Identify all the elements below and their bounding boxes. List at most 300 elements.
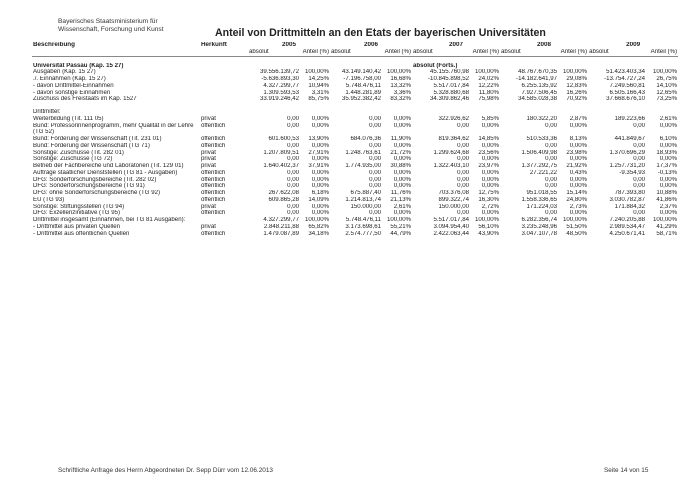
row-herkunft: privat xyxy=(201,149,216,156)
value-absolut: 0,00 xyxy=(545,210,558,217)
value-absolut: 3.094.954,40 xyxy=(433,223,470,230)
row-label: DFG: ohne Sonderforschungsbereiche (TG 92) xyxy=(33,190,161,196)
value-anteil: 0,00% xyxy=(393,183,412,190)
value-anteil: 23,97% xyxy=(478,163,500,169)
value-absolut: -7.196.758,00 xyxy=(343,76,382,82)
value-anteil: 3,36% xyxy=(393,89,412,96)
value-anteil: 15,14% xyxy=(566,190,588,196)
value-absolut: 33.919.246,42 xyxy=(260,96,299,103)
value-anteil: 0,00% xyxy=(659,176,678,183)
ministry-line-2: Wissenschaft, Forschung und Kunst xyxy=(58,25,164,33)
value-absolut: 0,00 xyxy=(369,169,382,176)
value-anteil: 0,00% xyxy=(393,122,412,129)
table-row xyxy=(32,217,678,224)
row-herkunft xyxy=(200,76,248,83)
value-absolut: 5.517.017,84 xyxy=(433,82,470,89)
value-absolut: 171.224,03 xyxy=(526,203,558,210)
value-anteil: 0,00% xyxy=(311,169,330,176)
value-anteil: 56,10% xyxy=(478,223,500,230)
row-herkunft: öffentlich xyxy=(201,210,226,217)
value-anteil: 0,00% xyxy=(481,176,500,183)
value-absolut: 1.558.336,65 xyxy=(521,196,558,203)
value-absolut: 0,00 xyxy=(369,156,382,163)
value-absolut xyxy=(500,129,558,136)
value-anteil: 0,00% xyxy=(659,156,678,163)
col-herkunft-header: Herkunft xyxy=(201,42,227,48)
value-anteil: 12,65% xyxy=(656,89,678,96)
value-absolut: 35.952.382,42 xyxy=(342,96,382,103)
row-label: Zuschuss des Freistaats im Kap. 1527 xyxy=(33,96,137,103)
table-row xyxy=(32,76,678,83)
value-absolut: 0,00 xyxy=(457,169,470,176)
value-anteil: 75,98% xyxy=(478,96,500,103)
value-anteil: -0,13% xyxy=(657,169,678,176)
value-anteil: 0,00% xyxy=(393,169,412,176)
value-absolut: 0,00 xyxy=(369,115,382,122)
row-herkunft xyxy=(200,69,248,76)
row-herkunft: öffentlich xyxy=(201,196,226,203)
table-row xyxy=(32,69,678,76)
table-row xyxy=(32,183,678,190)
value-anteil: 21,92% xyxy=(566,163,588,169)
value-anteil: 0,00% xyxy=(393,176,412,183)
value-absolut: 2.422.063,44 xyxy=(433,230,470,237)
value-anteil: 21,13% xyxy=(390,196,412,203)
value-anteil: 0,00% xyxy=(569,142,588,149)
table-row xyxy=(32,143,678,150)
value-absolut: 1.479.087,89 xyxy=(263,230,299,237)
value-absolut: 0,00 xyxy=(457,122,470,129)
value-absolut: 0,00 xyxy=(287,156,299,163)
value-anteil: 0,00% xyxy=(311,176,330,183)
table-row xyxy=(32,190,678,197)
value-anteil: 100,00% xyxy=(653,217,678,223)
value-anteil: 2,73% xyxy=(569,203,588,210)
row-label: Bund: Professorinnenprogramm, mehr Qualität in der Lehre xyxy=(33,122,194,129)
value-anteil: 2,61% xyxy=(659,115,678,122)
value-absolut: 1.774.935,00 xyxy=(345,163,382,169)
value-anteil: 0,00% xyxy=(569,156,588,163)
value-absolut: 2.989.534,47 xyxy=(609,223,646,230)
value-absolut: 0,00 xyxy=(457,156,470,163)
value-anteil: 6,10% xyxy=(659,136,678,142)
value-absolut: 0,00 xyxy=(287,203,299,210)
value-anteil: 0,00% xyxy=(659,183,678,190)
value-anteil: 100,00% xyxy=(474,217,500,223)
value-absolut: 0,00 xyxy=(457,142,470,149)
row-herkunft xyxy=(200,90,248,97)
value-absolut: 0,00 xyxy=(545,122,558,129)
value-anteil: 85,75% xyxy=(308,96,330,103)
value-anteil: 0,00% xyxy=(481,210,500,217)
value-anteil: 21,72% xyxy=(390,149,412,156)
value-absolut: 27.221,22 xyxy=(529,169,558,176)
value-absolut: 5.748.476,11 xyxy=(345,82,382,89)
value-absolut: 0,00 xyxy=(287,210,299,217)
value-anteil: 2,61% xyxy=(393,203,412,210)
value-anteil: 100,00% xyxy=(386,69,412,76)
value-absolut: 899.322,74 xyxy=(438,196,470,203)
value-absolut: 37.668.676,10 xyxy=(606,96,646,103)
value-absolut: 2.574.777,50 xyxy=(345,230,382,237)
row-label: DFG: Sonderforschungsbereiche (Tit. 282 02) xyxy=(33,176,157,183)
table-row xyxy=(32,123,678,130)
header-row-subcolumns xyxy=(32,49,678,56)
value-absolut: 675.887,40 xyxy=(350,190,382,196)
table-row xyxy=(32,129,678,136)
value-absolut: 34.585.028,38 xyxy=(518,96,558,103)
value-anteil: 51,50% xyxy=(566,223,588,230)
value-anteil: 0,00% xyxy=(481,156,500,163)
value-anteil: 2,37% xyxy=(659,203,678,210)
value-absolut: 0,00 xyxy=(545,142,558,149)
value-absolut: 1.640.402,37 xyxy=(263,163,299,169)
value-absolut: 1.322.403,10 xyxy=(433,163,470,169)
table-row xyxy=(32,224,678,231)
value-absolut: 5.748.476,11 xyxy=(345,217,382,223)
value-anteil: 37,91% xyxy=(308,163,330,169)
row-herkunft: öffentlich xyxy=(201,183,226,190)
row-label: Weiterbildung (Tit. 111 05) xyxy=(33,115,104,122)
year-2005-header: 2005 xyxy=(282,42,297,48)
value-anteil: 48,50% xyxy=(566,230,588,237)
value-anteil: 5,85% xyxy=(481,115,500,122)
value-anteil: 55,21% xyxy=(390,223,412,230)
value-absolut: 2.848.211,88 xyxy=(263,223,299,230)
value-anteil: 44,79% xyxy=(390,230,412,237)
forts-label: absolut (Forts.) xyxy=(413,62,458,69)
row-label: - Drittmittel aus öffentlichen Quellen xyxy=(33,230,130,237)
absolut-header: absolut xyxy=(331,48,351,55)
value-anteil: 11,80% xyxy=(478,89,500,96)
value-absolut: 7.927.506,45 xyxy=(521,89,558,96)
section-row xyxy=(32,63,678,70)
value-anteil: 11,90% xyxy=(390,136,412,142)
value-anteil: 0,00% xyxy=(311,183,330,190)
row-label: - davon Drittmittel-Einnahmen xyxy=(33,82,114,89)
value-absolut: 0,00 xyxy=(287,142,299,149)
anteil-header: Anteil (%) xyxy=(650,48,678,55)
value-absolut: 609.865,28 xyxy=(268,196,299,203)
value-absolut: 0,00 xyxy=(633,183,646,190)
value-anteil: 34,18% xyxy=(308,230,330,237)
table-row xyxy=(32,96,678,103)
value-absolut: 34.309.862,46 xyxy=(430,96,470,103)
value-absolut: -5.636.893,30 xyxy=(261,76,299,82)
row-label: Ausgaben (Kap. 15 27) xyxy=(33,69,96,76)
table-row xyxy=(32,210,678,217)
value-anteil: 11,76% xyxy=(390,190,412,196)
table-row xyxy=(32,116,678,123)
anteil-header: Anteil (%) xyxy=(472,48,500,55)
value-anteil: 100,00% xyxy=(563,69,588,76)
value-absolut: 322.926,62 xyxy=(438,115,470,122)
table-row xyxy=(32,156,678,163)
value-absolut: 1.207.809,51 xyxy=(263,149,299,156)
value-absolut: 6.282.356,74 xyxy=(521,217,558,223)
ministry-line-1: Bayerisches Staatsministerium für xyxy=(58,18,158,25)
value-anteil: 14,10% xyxy=(656,82,678,89)
table-row xyxy=(32,83,678,90)
row-label: Drittmittel insgesamt (Einnahmen, bei TG 81 Ausgaben): xyxy=(33,217,186,223)
value-absolut xyxy=(330,129,382,136)
value-absolut: 150.000,00 xyxy=(438,203,470,210)
row-label: Sonstige: Zuschüsse (Tit. 282 01) xyxy=(33,149,124,156)
value-anteil: 29,08% xyxy=(566,76,588,82)
value-anteil: 0,00% xyxy=(659,122,678,129)
value-absolut: 1.448.281,89 xyxy=(345,89,382,96)
value-absolut: 0,00 xyxy=(545,156,558,163)
value-anteil: 0,00% xyxy=(481,142,500,149)
value-absolut: 1.214.813,74 xyxy=(345,196,382,203)
value-anteil: 0,00% xyxy=(659,210,678,217)
value-absolut: 51.423.403,34 xyxy=(606,69,646,76)
value-absolut xyxy=(248,129,300,136)
value-absolut: 684.076,36 xyxy=(350,136,382,142)
value-absolut: 43.149.140,42 xyxy=(342,69,382,76)
value-absolut: 5.328.880,68 xyxy=(433,89,470,96)
value-absolut: 0,00 xyxy=(287,169,299,176)
value-absolut: 6.255.135,92 xyxy=(521,82,558,89)
value-anteil: 0,00% xyxy=(393,115,412,122)
data-table xyxy=(32,42,678,237)
value-anteil: 100,00% xyxy=(304,69,330,76)
value-anteil: 3,31% xyxy=(311,89,330,96)
table-row xyxy=(32,150,678,157)
row-label: (TG 52) xyxy=(33,129,54,136)
value-anteil xyxy=(558,129,588,136)
absolut-header: absolut xyxy=(501,48,521,55)
row-label: DFG: Sonderforschungsbereiche (TG 91) xyxy=(33,183,145,190)
col-beschreibung-header: Beschreibung xyxy=(33,42,75,48)
row-herkunft: privat xyxy=(201,156,216,163)
value-absolut: 0,00 xyxy=(287,115,299,122)
value-absolut: 3.235.248,96 xyxy=(521,223,558,230)
value-anteil: 2,72% xyxy=(481,203,500,210)
value-absolut: 0,00 xyxy=(287,122,299,129)
value-anteil xyxy=(300,129,330,136)
value-anteil: 13,32% xyxy=(390,82,412,89)
value-anteil: 0,00% xyxy=(311,156,330,163)
value-absolut: 0,00 xyxy=(633,142,646,149)
value-absolut: 1.248.763,61 xyxy=(345,149,382,156)
row-label: Bund: Förderung der Wissenschaft (Tit. 231 01) xyxy=(33,136,162,142)
value-anteil: 0,00% xyxy=(393,156,412,163)
value-anteil: 70,92% xyxy=(566,96,588,103)
value-absolut: 0,00 xyxy=(369,142,382,149)
value-absolut: 150.000,00 xyxy=(350,203,382,210)
value-absolut: 0,00 xyxy=(369,176,382,183)
row-label: Aufträge staatlicher Dienststellen (TG 81 - Ausgaben) xyxy=(33,169,178,176)
value-absolut: 0,00 xyxy=(457,210,470,217)
value-absolut: 0,00 xyxy=(457,176,470,183)
value-anteil: 100,00% xyxy=(563,217,588,223)
row-label: - davon sonstige Einnahmen xyxy=(33,89,111,96)
value-anteil: 0,00% xyxy=(311,203,330,210)
table-row xyxy=(32,136,678,143)
value-anteil: 30,88% xyxy=(390,163,412,169)
value-anteil: 12,75% xyxy=(478,190,500,196)
value-anteil: 0,00% xyxy=(481,122,500,129)
row-herkunft: öffentlich xyxy=(201,190,226,196)
row-herkunft: privat xyxy=(201,203,216,210)
value-anteil: 0,00% xyxy=(393,210,412,217)
value-anteil: 12,22% xyxy=(478,82,500,89)
row-herkunft: öffentlich xyxy=(201,169,226,176)
value-absolut: 0,00 xyxy=(633,176,646,183)
value-anteil: 41,29% xyxy=(656,223,678,230)
row-herkunft: privat xyxy=(201,115,216,122)
value-anteil: 73,25% xyxy=(656,96,678,103)
value-absolut: 819.364,62 xyxy=(438,136,470,142)
value-absolut: 0,00 xyxy=(369,122,382,129)
year-2006-header: 2006 xyxy=(364,42,379,48)
value-anteil: 0,00% xyxy=(393,142,412,149)
page-title: Anteil von Drittmitteln an den Etats der bayerischen Universitäten xyxy=(215,27,546,39)
value-absolut: 601.600,53 xyxy=(268,136,299,142)
value-absolut: 4.250.671,41 xyxy=(609,230,646,237)
value-absolut: 1.370.696,29 xyxy=(609,149,646,156)
value-anteil: 16,30% xyxy=(478,196,500,203)
drittmittel-label: Drittmittel: xyxy=(33,109,61,115)
value-anteil xyxy=(382,129,412,136)
absolut-header: absolut xyxy=(249,48,269,55)
value-absolut: 5.517.017,84 xyxy=(433,217,470,223)
row-label: Sonstige: Stiftungsstellen (TG 94) xyxy=(33,203,125,210)
value-anteil xyxy=(470,129,500,136)
value-absolut: 510.533,36 xyxy=(526,136,558,142)
value-anteil: 100,00% xyxy=(653,69,678,76)
value-anteil: 43,90% xyxy=(478,230,500,237)
year-2007-header: 2007 xyxy=(449,42,464,48)
value-absolut: 0,00 xyxy=(287,176,299,183)
value-anteil: 14,09% xyxy=(308,196,330,203)
footer-reference: Schriftliche Anfrage des Herrn Abgeordneten Dr. Sepp Dürr vom 12.06.2013 xyxy=(58,467,273,474)
value-anteil: 0,00% xyxy=(659,142,678,149)
value-absolut: 180.322,20 xyxy=(526,115,558,122)
absolut-header: absolut xyxy=(413,48,433,55)
value-absolut: 0,00 xyxy=(287,183,299,190)
anteil-header: Anteil (%) xyxy=(384,48,412,55)
row-label: Sonstige: Zuschüsse (TG 72) xyxy=(33,156,113,163)
footer-page-number: Seite 14 von 15 xyxy=(604,467,649,474)
value-anteil xyxy=(646,129,678,136)
value-anteil: 23,56% xyxy=(478,149,500,156)
value-anteil: 0,00% xyxy=(311,115,330,122)
value-absolut: -13.754.727,24 xyxy=(604,76,646,82)
value-anteil: 41,86% xyxy=(656,196,678,203)
value-absolut: 3.047.107,78 xyxy=(521,230,558,237)
value-absolut: 39.556.139,72 xyxy=(260,69,299,76)
value-anteil: 0,00% xyxy=(311,122,330,129)
row-label: ./. Einnahmen (Kap. 15 27) xyxy=(33,76,106,82)
table-row xyxy=(32,170,678,177)
value-absolut: 3.173.698,61 xyxy=(345,223,382,230)
absolut-header: absolut xyxy=(589,48,609,55)
value-anteil: 100,00% xyxy=(304,217,330,223)
value-absolut: 1.257.731,20 xyxy=(609,163,646,169)
value-absolut: 0,00 xyxy=(369,210,382,217)
value-absolut: 703.376,08 xyxy=(438,190,470,196)
row-label: DFG: Exzellenzinitiative (TG 95) xyxy=(33,210,121,217)
table-row xyxy=(32,231,678,238)
table-row xyxy=(32,177,678,184)
ministry-header xyxy=(58,18,164,33)
value-anteil: 24,80% xyxy=(566,196,588,203)
row-herkunft: öffentlich xyxy=(201,136,226,142)
value-absolut: 4.327.299,77 xyxy=(263,82,299,89)
header-row-years xyxy=(32,42,678,49)
value-anteil: 10,94% xyxy=(308,82,330,89)
value-absolut: 441.849,67 xyxy=(614,136,646,142)
row-label: EU (TG 93) xyxy=(33,196,65,203)
anteil-header: Anteil (%) xyxy=(302,48,330,55)
value-anteil: 8,13% xyxy=(569,136,588,142)
value-absolut: 0,00 xyxy=(369,183,382,190)
value-absolut: 1.309.593,53 xyxy=(263,89,299,96)
value-anteil: 0,00% xyxy=(311,210,330,217)
value-anteil: 0,00% xyxy=(569,210,588,217)
row-label: - Drittmittel aus privaten Quellen xyxy=(33,223,121,230)
value-anteil: 0,43% xyxy=(569,169,588,176)
row-herkunft: öffentlich xyxy=(201,230,226,237)
table-row xyxy=(32,204,678,211)
value-absolut: 0,00 xyxy=(633,156,646,163)
value-anteil: 16,26% xyxy=(566,89,588,96)
row-herkunft: privat xyxy=(201,163,216,169)
university-section-label: Universität Passau (Kap. 15 27) xyxy=(33,62,124,69)
row-herkunft: öffentlich xyxy=(201,122,226,129)
value-absolut: 7.240.205,88 xyxy=(609,217,646,223)
value-anteil: 65,82% xyxy=(308,223,330,230)
value-absolut: 1.506.409,98 xyxy=(521,149,558,156)
table-row xyxy=(32,90,678,97)
value-anteil: 0,00% xyxy=(569,183,588,190)
value-anteil: 0,00% xyxy=(569,176,588,183)
value-absolut: 45.155.760,98 xyxy=(430,69,470,76)
value-anteil: 0,00% xyxy=(311,142,330,149)
value-anteil: 13,90% xyxy=(308,136,330,142)
value-anteil: 58,71% xyxy=(656,230,678,237)
row-herkunft: öffentlich xyxy=(201,176,226,183)
drittmittel-label-row xyxy=(32,109,678,116)
value-absolut: 6.505.166,43 xyxy=(609,89,646,96)
value-anteil: 6,18% xyxy=(311,190,330,196)
value-absolut: 951.018,55 xyxy=(526,190,558,196)
value-anteil: 2,87% xyxy=(569,115,588,122)
anteil-header: Anteil (%) xyxy=(560,48,588,55)
row-herkunft xyxy=(200,129,248,136)
value-anteil: 17,37% xyxy=(656,163,678,169)
row-herkunft: privat xyxy=(201,223,216,230)
value-anteil: 100,00% xyxy=(474,69,500,76)
year-2008-header: 2008 xyxy=(537,42,552,48)
value-absolut: 48.767.670,35 xyxy=(518,69,558,76)
value-absolut: 3.030.782,87 xyxy=(609,196,646,203)
value-absolut: 171.884,32 xyxy=(614,203,646,210)
value-absolut: 0,00 xyxy=(633,210,646,217)
value-anteil: 14,25% xyxy=(308,76,330,82)
value-anteil: 0,00% xyxy=(481,169,500,176)
value-absolut: 1.377.292,75 xyxy=(521,163,558,169)
value-anteil: 10,88% xyxy=(656,190,678,196)
value-anteil: 100,00% xyxy=(386,217,412,223)
value-absolut: 189.223,66 xyxy=(614,115,646,122)
value-absolut: 787.393,80 xyxy=(614,190,646,196)
row-label: Betrieb der Fachbereiche und Laboratorien (Tit. 129 01) xyxy=(33,163,184,169)
value-anteil: 83,32% xyxy=(390,96,412,103)
row-herkunft xyxy=(200,217,248,224)
